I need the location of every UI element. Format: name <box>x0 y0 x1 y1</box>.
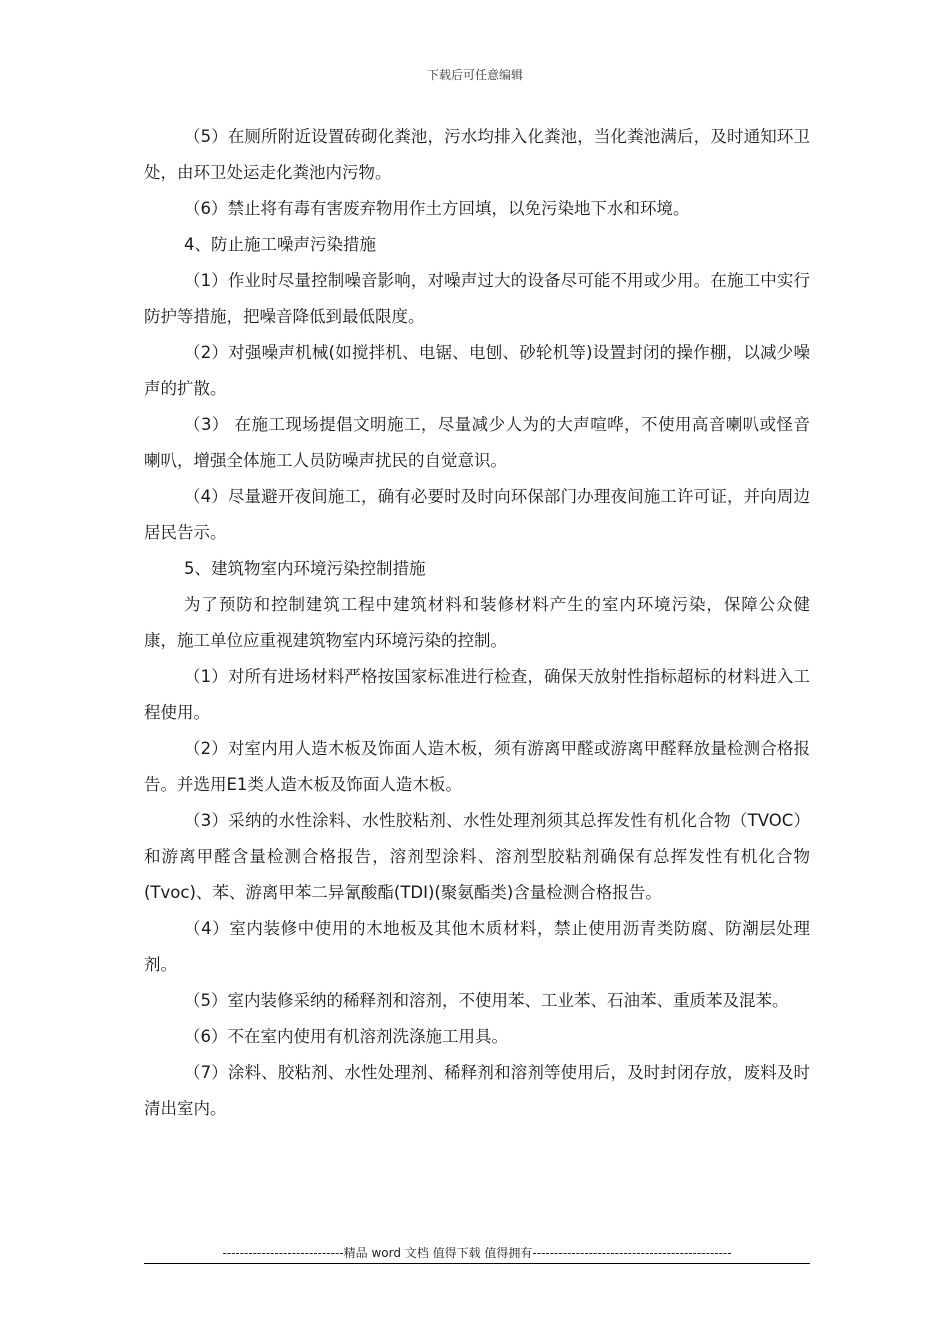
paragraph: （6）不在室内使用有机溶剂洗涤施工用具。 <box>184 1027 508 1046</box>
document-body <box>144 119 810 1127</box>
paragraph: （2）对室内用人造木板及饰面人造木板，须有游离甲醛或游离甲醛释放量检测合格报告。并选用E1类人造木板及饰面人造木板。 <box>144 739 810 794</box>
paragraph: （6）禁止将有毒有害废弃物用作土方回填，以免污染地下水和环境。 <box>184 199 690 218</box>
section-heading: 4、防止施工噪声污染措施 <box>184 235 376 254</box>
paragraph: （1）作业时尽量控制噪音影响，对噪声过大的设备尽可能不用或少用。在施工中实行防护等措施，把噪音降低到最低限度。 <box>144 271 810 326</box>
paragraph: （3）采纳的水性涂料、水性胶粘剂、水性处理剂须其总挥发性有机化合物（TVOC）和游离甲醛含量检测合格报告，溶剂型涂料、溶剂型胶粘剂确保有总挥发性有机化合物(Tvoc)、苯、游离甲苯二异氰酸酯(TDI)(聚氨酯类)含量检测合格报告。 <box>144 811 810 902</box>
paragraph: （5）在厕所附近设置砖砌化粪池，污水均排入化粪池，当化粪池满后，及时通知环卫处，由环卫处运走化粪池内污物。 <box>144 127 810 182</box>
section-heading: 5、建筑物室内环境污染控制措施 <box>184 559 426 578</box>
paragraph: （5）室内装修采纳的稀释剂和溶剂，不使用苯、工业苯、石油苯、重质苯及混苯。 <box>184 991 789 1010</box>
paragraph: （4）室内装修中使用的木地板及其他木质材料，禁止使用沥青类防腐、防潮层处理剂。 <box>144 919 810 974</box>
paragraph: （2）对强噪声机械(如搅拌机、电锯、电刨、砂轮机等)设置封闭的操作棚，以减少噪声的扩散。 <box>144 343 810 398</box>
paragraph: （3） 在施工现场提倡文明施工，尽量减少人为的大声喧哗，不使用高音喇叭或怪音喇叭，增强全体施工人员防噪声扰民的自觉意识。 <box>144 415 810 470</box>
page-header: 下载后可任意编辑 <box>426 68 523 82</box>
paragraph: （4）尽量避开夜间施工，确有必要时及时向环保部门办理夜间施工许可证，并向周边居民告示。 <box>144 487 810 542</box>
page-footer: ----------------------------精品 word 文档 值得下载 值得拥有---------------------------------------------- <box>144 1244 810 1264</box>
paragraph: （1）对所有进场材料严格按国家标准进行检查，确保天放射性指标超标的材料进入工程使用。 <box>144 667 810 722</box>
paragraph: （7）涂料、胶粘剂、水性处理剂、稀释剂和溶剂等使用后，及时封闭存放，废料及时清出室内。 <box>144 1063 810 1118</box>
paragraph: 为了预防和控制建筑工程中建筑材料和装修材料产生的室内环境污染，保障公众健康，施工单位应重视建筑物室内环境污染的控制。 <box>144 595 810 650</box>
